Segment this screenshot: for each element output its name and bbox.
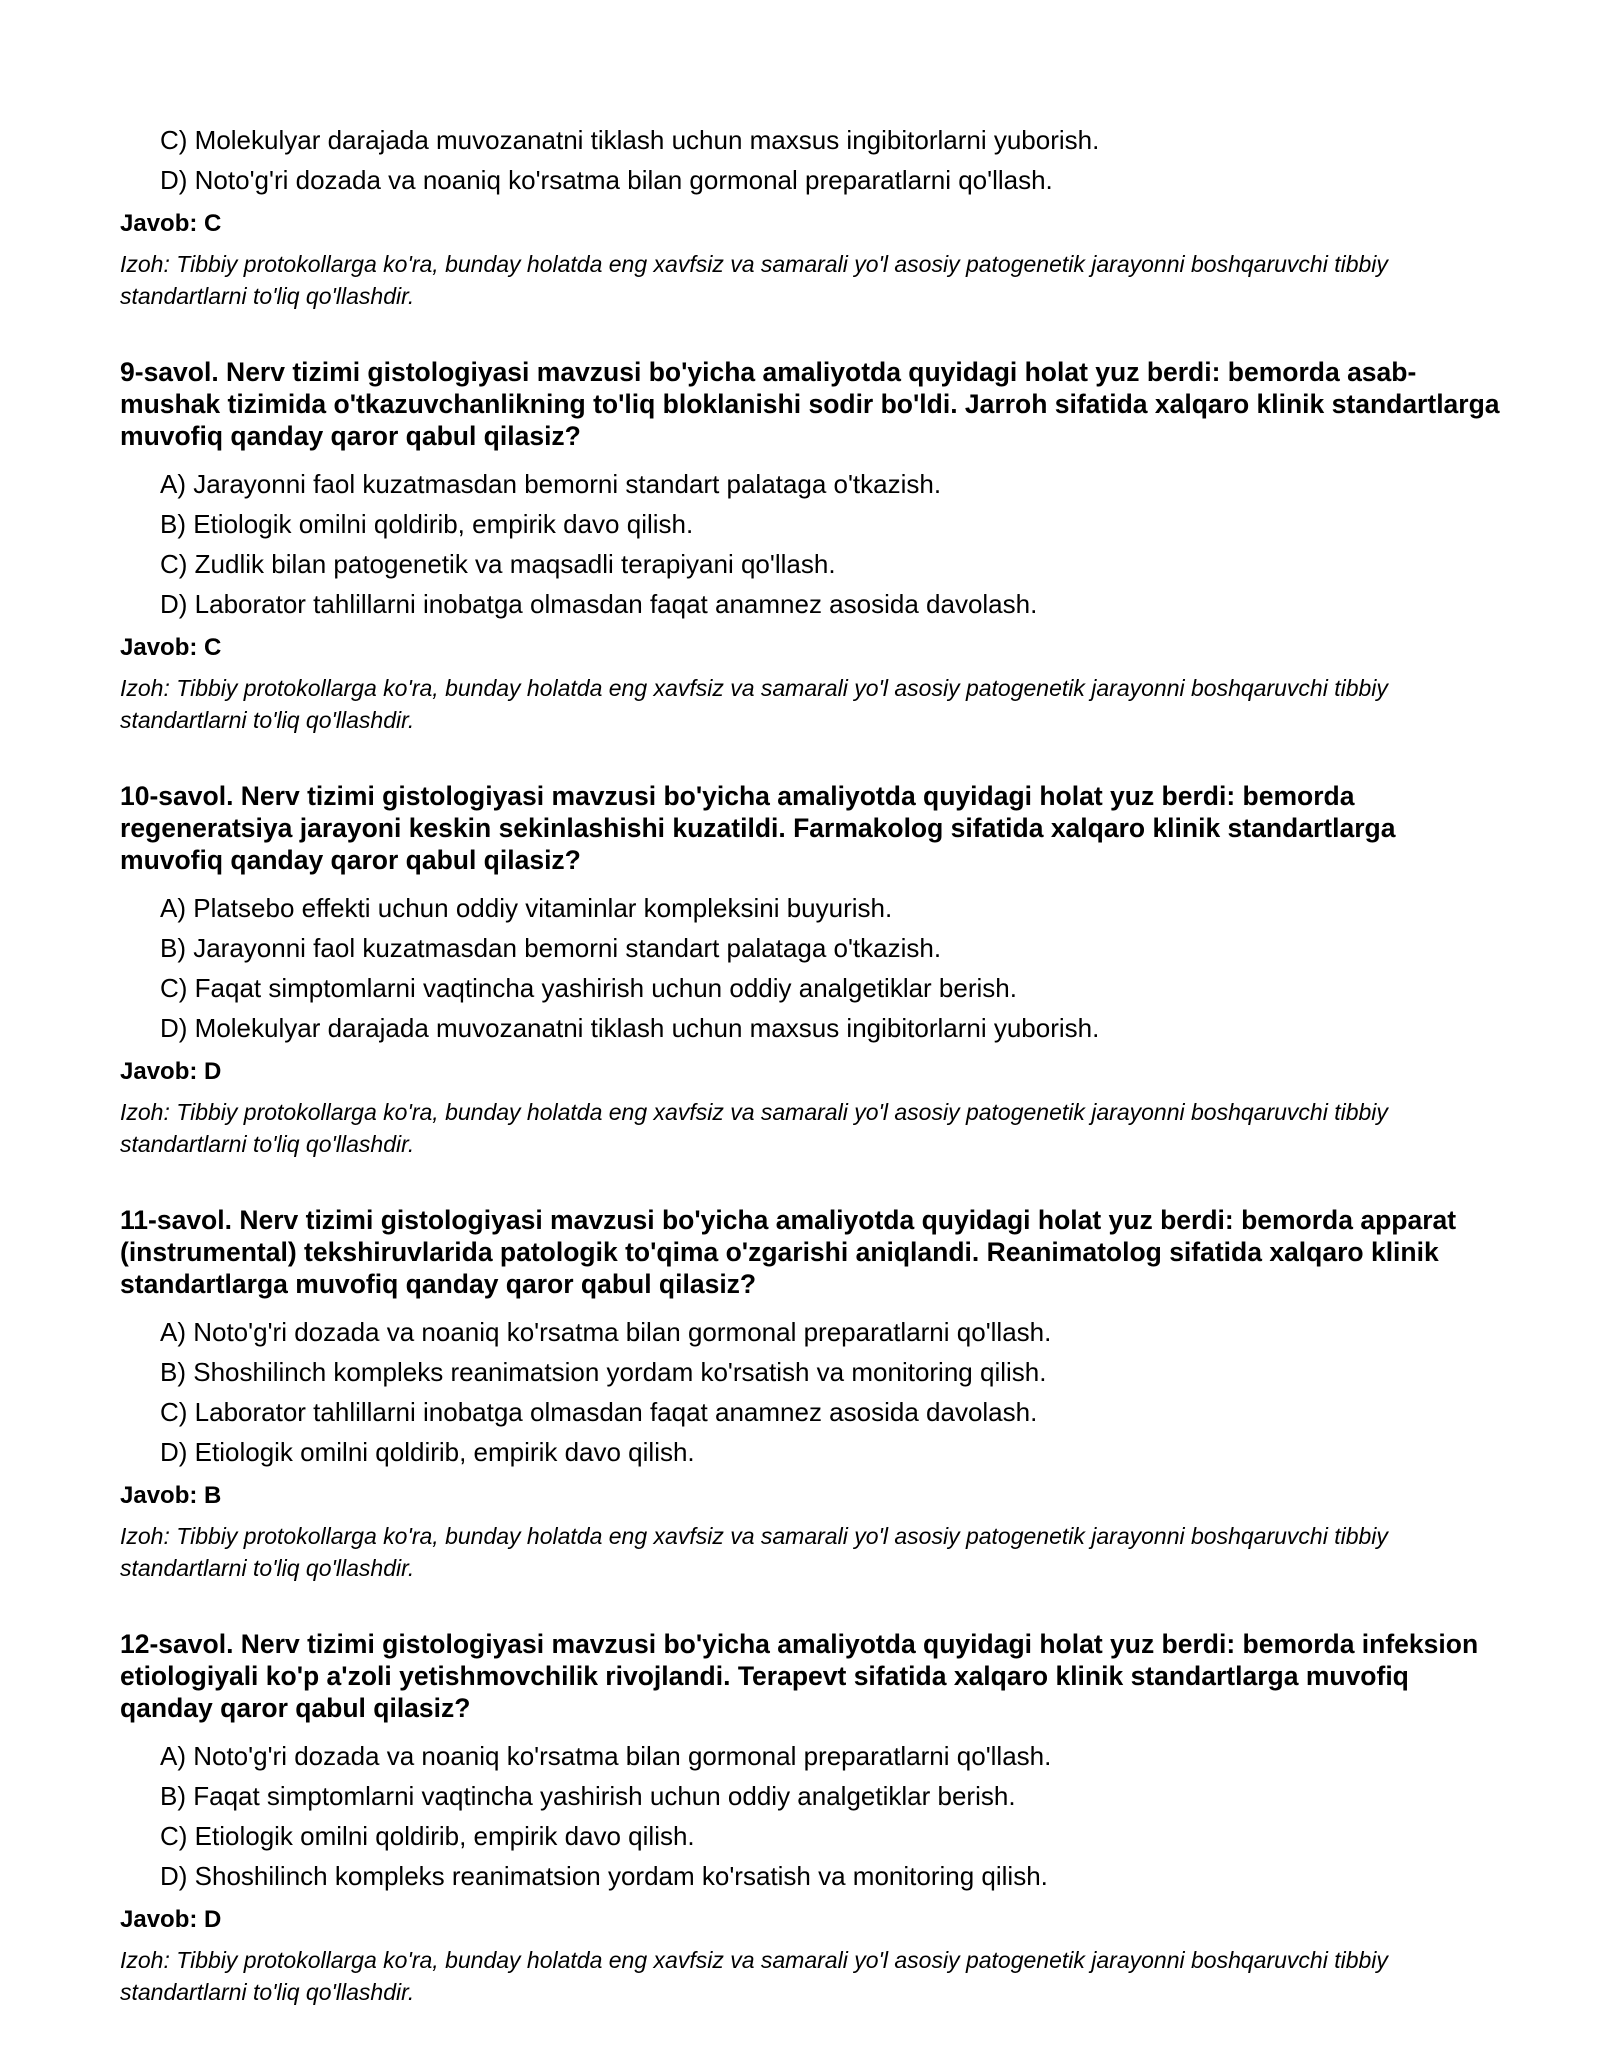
option-d: D) Noto'g'ri dozada va noaniq ko'rsatma bilan gormonal preparatlarni qo'llash.: [160, 165, 1053, 195]
options-list: [120, 464, 1500, 624]
option-c: C) Molekulyar darajada muvozanatni tiklash uchun maxsus ingibitorlarni yuborish.: [160, 125, 1100, 155]
option-d: D) Laborator tahlillarni inobatga olmasdan faqat anamnez asosida davolash.: [160, 589, 1038, 619]
options-list: [120, 1736, 1500, 1896]
options-list: [120, 1312, 1500, 1472]
answer-label: Javob: D: [120, 1058, 222, 1085]
explanation-note: Izoh: Tibbiy protokollarga ko'ra, bunday holatda eng xavfsiz va samarali yo'l asosiy patogenetik jarayonni boshqaruvchi tibbiy standartlarni to'liq qo'llashdir.: [120, 251, 1388, 309]
answer-label: Javob: C: [120, 210, 222, 237]
question-title: 12-savol. Nerv tizimi gistologiyasi mavzusi bo'yicha amaliyotda quyidagi holat yuz berdi: bemorda infeksion etiologiyali ko'p a'zoli yetishmovchilik rivojlandi. Terapevt sifatida xalqaro klinik standartlarga muvofiq qanday qaror qabul qilasiz?: [120, 1629, 1479, 1723]
answer-label: Javob: D: [120, 1906, 222, 1933]
carryover-question-block: [120, 120, 1500, 312]
option-a: A) Jarayonni faol kuzatmasdan bemorni standart palataga o'tkazish.: [160, 469, 942, 499]
question-block-11: [120, 1204, 1500, 1584]
option-b: B) Jarayonni faol kuzatmasdan bemorni standart palataga o'tkazish.: [160, 933, 942, 963]
option-b: B) Faqat simptomlarni vaqtincha yashirish uchun oddiy analgetiklar berish.: [160, 1781, 1016, 1811]
option-a: A) Platsebo effekti uchun oddiy vitaminlar kompleksini buyurish.: [160, 893, 893, 923]
answer-label: Javob: B: [120, 1482, 222, 1509]
option-b: B) Etiologik omilni qoldirib, empirik davo qilish.: [160, 509, 694, 539]
option-a: A) Noto'g'ri dozada va noaniq ko'rsatma bilan gormonal preparatlarni qo'llash.: [160, 1741, 1052, 1771]
question-block-12: [120, 1628, 1500, 2008]
option-d: D) Molekulyar darajada muvozanatni tiklash uchun maxsus ingibitorlarni yuborish.: [160, 1013, 1100, 1043]
option-c: C) Faqat simptomlarni vaqtincha yashirish uchun oddiy analgetiklar berish.: [160, 973, 1017, 1003]
question-title: 9-savol. Nerv tizimi gistologiyasi mavzusi bo'yicha amaliyotda quyidagi holat yuz berdi: bemorda asab-mushak tizimida o'tkazuvchanlikning to'liq bloklanishi sodir bo'ldi. Jarroh sifatida xalqaro klinik standartlarga muvofiq qanday qaror qabul qilasiz?: [120, 357, 1500, 451]
question-title: 10-savol. Nerv tizimi gistologiyasi mavzusi bo'yicha amaliyotda quyidagi holat yuz berdi: bemorda regeneratsiya jarayoni keskin sekinlashishi kuzatildi. Farmakolog sifatida xalqaro klinik standartlarga muvofiq qanday qaror qabul qilasiz?: [120, 781, 1396, 875]
explanation-note: Izoh: Tibbiy protokollarga ko'ra, bunday holatda eng xavfsiz va samarali yo'l asosiy patogenetik jarayonni boshqaruvchi tibbiy standartlarni to'liq qo'llashdir.: [120, 1947, 1388, 2005]
question-title: 11-savol. Nerv tizimi gistologiyasi mavzusi bo'yicha amaliyotda quyidagi holat yuz berdi: bemorda apparat (instrumental) tekshiruvlarida patologik to'qima o'zgarishi aniqlandi. Reanimatolog sifatida xalqaro klinik standartlarga muvofiq qanday qaror qabul qilasiz?: [120, 1205, 1457, 1299]
document-page: [120, 120, 1500, 2008]
option-d: D) Shoshilinch kompleks reanimatsion yordam ko'rsatish va monitoring qilish.: [160, 1861, 1048, 1891]
explanation-note: Izoh: Tibbiy protokollarga ko'ra, bunday holatda eng xavfsiz va samarali yo'l asosiy patogenetik jarayonni boshqaruvchi tibbiy standartlarni to'liq qo'llashdir.: [120, 1099, 1388, 1157]
option-d: D) Etiologik omilni qoldirib, empirik davo qilish.: [160, 1437, 695, 1467]
option-b: B) Shoshilinch kompleks reanimatsion yordam ko'rsatish va monitoring qilish.: [160, 1357, 1047, 1387]
options-list: [120, 120, 1500, 200]
explanation-note: Izoh: Tibbiy protokollarga ko'ra, bunday holatda eng xavfsiz va samarali yo'l asosiy patogenetik jarayonni boshqaruvchi tibbiy standartlarni to'liq qo'llashdir.: [120, 675, 1388, 733]
option-c: C) Laborator tahlillarni inobatga olmasdan faqat anamnez asosida davolash.: [160, 1397, 1038, 1427]
question-block-10: [120, 780, 1500, 1160]
answer-label: Javob: C: [120, 634, 222, 661]
option-c: C) Etiologik omilni qoldirib, empirik davo qilish.: [160, 1821, 695, 1851]
option-a: A) Noto'g'ri dozada va noaniq ko'rsatma bilan gormonal preparatlarni qo'llash.: [160, 1317, 1052, 1347]
question-block-9: [120, 356, 1500, 736]
explanation-note: Izoh: Tibbiy protokollarga ko'ra, bunday holatda eng xavfsiz va samarali yo'l asosiy patogenetik jarayonni boshqaruvchi tibbiy standartlarni to'liq qo'llashdir.: [120, 1523, 1388, 1581]
options-list: [120, 888, 1500, 1048]
option-c: C) Zudlik bilan patogenetik va maqsadli terapiyani qo'llash.: [160, 549, 836, 579]
